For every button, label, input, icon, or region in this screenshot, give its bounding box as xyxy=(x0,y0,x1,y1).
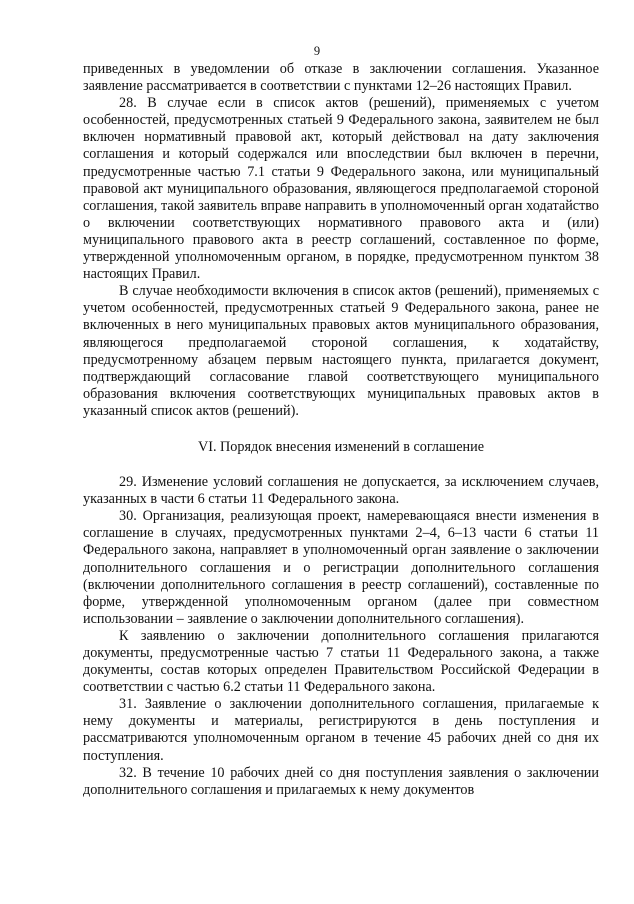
paragraph-continuation: приведенных в уведомлении об отказе в заключении соглашения. Указанное заявление рассматривается в соответствии с пунктами 12–26 настоящих Правил. xyxy=(83,61,599,95)
page-number: 9 xyxy=(313,44,321,58)
paragraph-item-28: 28. В случае если в список актов (решений), применяемых с учетом особенностей, предусмотренных статьей 9 Федерального закона, заявителем не был включен нормативный правовой акт, который действовал на дату заключения соглашения и который содержался или впоследствии был включен в перечни, предусмотренные частью 7.1 статьи 9 Федерального закона, или муниципальный правовой акт муниципального образования, являющегося предполагаемой стороной соглашения, такой заявитель вправе направить в уполномоченный орган ходатайство о включении соответствующих нормативного правового акта и (или) муниципального правового акта в реестр соглашений, составленное по форме, утвержденной уполномоченным органом, в порядке, предусмотренном пунктом 38 настоящих Правил. xyxy=(83,95,599,283)
paragraph-item-31: 31. Заявление о заключении дополнительного соглашения, прилагаемые к нему документы и материалы, регистрируются в день поступления и рассматриваются уполномоченным органом в течение 45 рабочих дней со дня их поступления. xyxy=(83,696,599,764)
paragraph-item-29: 29. Изменение условий соглашения не допускается, за исключением случаев, указанных в части 6 статьи 11 Федерального закона. xyxy=(83,474,599,508)
document-body xyxy=(83,61,599,799)
section-heading: VI. Порядок внесения изменений в соглашение xyxy=(197,438,485,455)
paragraph-item-30-part-2: К заявлению о заключении дополнительного соглашения прилагаются документы, предусмотренные частью 7 статьи 11 Федерального закона, а также документы, состав которых определен Правительством Российской Федерации в соответствии с частью 6.2 статьи 11 Федерального закона. xyxy=(83,627,599,696)
paragraph-item-32: 32. В течение 10 рабочих дней со дня поступления заявления о заключении дополнительного соглашения и прилагаемых к нему документов xyxy=(83,764,599,798)
paragraph-item-30: 30. Организация, реализующая проект, намеревающаяся внести изменения в соглашение в случаях, предусмотренных пунктами 2–4, 6–13 части 6 статьи 11 Федерального закона, направляет в уполномоченный орган заявление о заключении дополнительного соглашения и о регистрации дополнительного соглашения (включении дополнительного соглашения в реестр соглашений), составленные по форме, утвержденной уполномоченным органом (далее при совместном использовании – заявление о заключении дополнительного соглашения). xyxy=(83,508,599,627)
paragraph-item-28-part-2: В случае необходимости включения в список актов (решений), применяемых с учетом особенностей, предусмотренных статьей 9 Федерального закона, ранее не включенных в него муниципальных правовых актов муниципального образования, являющегося предполагаемой стороной соглашения, к ходатайству, предусмотренному абзацем первым настоящего пункта, прилагается документ, подтверждающий согласование главой соответствующего муниципального образования включения соответствующих муниципальных правовых актов в указанный список актов (решений). xyxy=(83,283,599,419)
